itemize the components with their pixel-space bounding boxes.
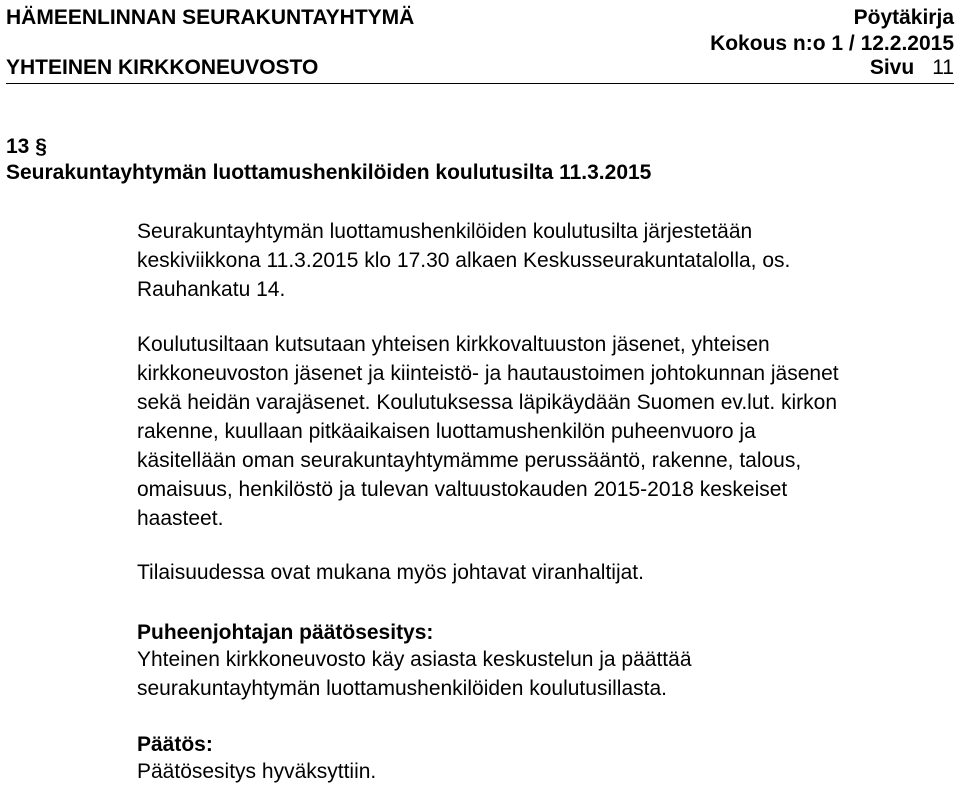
section-number: 13 § — [6, 135, 47, 158]
paragraph-1 — [137, 217, 957, 304]
paragraph-line: rakenne, kuullaan pitkäaikaisen luottamushenkilön puheenvuoro ja — [137, 420, 756, 443]
paragraph-line: sekä heidän varajäsenet. Koulutuksessa läpikäydään Suomen ev.lut. kirkon — [137, 391, 838, 414]
body-name: YHTEINEN KIRKKONEUVOSTO — [6, 56, 319, 79]
organization-name: HÄMEENLINNAN SEURAKUNTAYHTYMÄ — [6, 6, 415, 29]
page-number: 11 — [932, 56, 954, 79]
decision-text — [137, 757, 957, 786]
document-type: Pöytäkirja — [853, 6, 954, 29]
page-label: Sivu — [869, 56, 915, 79]
paragraph-line: kirkkoneuvoston jäsenet ja kiinteistö- ja hautaustoimen johtokunnan jäsenet — [137, 362, 839, 385]
paragraph-line: Seurakuntayhtymän luottamushenkilöiden koulutusilta järjestetään — [137, 220, 753, 243]
proposal-text — [137, 645, 957, 703]
paragraph-line: Rauhankatu 14. — [137, 278, 286, 301]
paragraph-3 — [137, 558, 957, 587]
decision-line: Päätösesitys hyväksyttiin. — [137, 760, 377, 783]
section-title: Seurakuntayhtymän luottamushenkilöiden koulutusilta 11.3.2015 — [6, 161, 652, 184]
paragraph-line: Tilaisuudessa ovat mukana myös johtavat viranhaltijat. — [137, 561, 644, 584]
proposal-label: Puheenjohtajan päätösesitys: — [137, 621, 434, 644]
decision-label: Päätös: — [137, 733, 213, 756]
paragraph-line: käsitellään oman seurakuntayhtymämme perussääntö, rakenne, talous, — [137, 449, 802, 472]
proposal-line: seurakuntayhtymän luottamushenkilöiden koulutusillasta. — [137, 677, 667, 700]
header-divider — [6, 83, 954, 84]
proposal-line: Yhteinen kirkkoneuvosto käy asiasta keskustelun ja päättää — [137, 648, 692, 671]
paragraph-line: keskiviikkona 11.3.2015 klo 17.30 alkaen Keskusseurakuntatalolla, os. — [137, 249, 791, 272]
page-indicator — [870, 56, 954, 80]
meeting-info: Kokous n:o 1 / 12.2.2015 — [710, 32, 954, 55]
paragraph-line: haasteet. — [137, 507, 224, 530]
paragraph-line: Koulutusiltaan kutsutaan yhteisen kirkkovaltuuston jäsenet, yhteisen — [137, 333, 770, 356]
paragraph-line: omaisuus, henkilöstö ja tulevan valtuustokauden 2015-2018 keskeiset — [137, 478, 788, 501]
paragraph-2 — [137, 330, 957, 533]
